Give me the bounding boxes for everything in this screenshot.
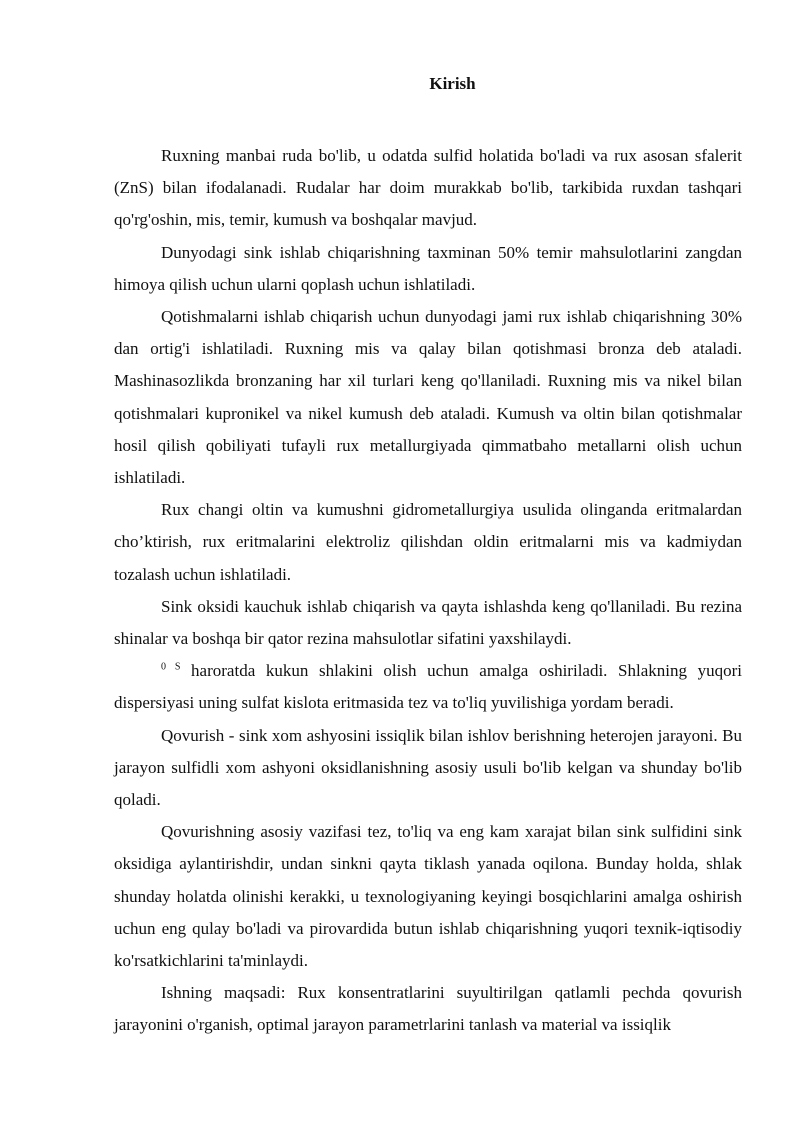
paragraph-4: Rux changi oltin va kumushni gidrometallurgiya usulida olinganda eritmalardan cho’ktirish, rux eritmalarini elektroliz qilishdan oldin eritmalarni mis va kadmiydan tozalash uchun ishlatiladi. — [114, 500, 742, 584]
paragraph-2: Dunyodagi sink ishlab chiqarishning taxminan 50% temir mahsulotlarini zangdan himoya qilish uchun ularni qoplash uchun ishlatiladi. — [114, 242, 742, 294]
paragraph-6-text: haroratda kukun shlakini olish uchun amalga oshiriladi. Shlakning yuqori dispersiyasi uning sulfat kislota eritmasida tez va to'liq yuvilishiga yordam beradi. — [114, 661, 743, 713]
paragraph-8: Qovurishning asosiy vazifasi tez, to'liq va eng kam xarajat bilan sink sulfidini sink oksidiga aylantirishdir, undan sinkni qayta tiklash yanada oqilona. Bunday holda, shlak shunday holatda olinishi kerakki, u texnologiyaning keyingi bosqichlarini amalga oshirish uchun eng qulay bo'ladi va pirovardida butun ishlab chiqarishning yuqori texnik-iqtisodiy ko'rsatkichlarini ta'minlaydi. — [114, 822, 742, 971]
document-body — [114, 140, 742, 1042]
paragraph-3: Qotishmalarni ishlab chiqarish uchun dunyodagi jami rux ishlab chiqarishning 30% dan ortig'i ishlatiladi. Ruxning mis va qalay bilan qotishmasi bronza deb ataladi. Mashinasozlikda bronzaning har xil turlari keng qo'llaniladi. Ruxning mis va nikel bilan qotishmalari kupronikel va nikel kumush deb ataladi. Kumush va oltin bilan qotishmalar hosil qilish qobiliyati tufayli rux metallurgiyada qimmatbaho metallarni olish uchun ishlatiladi. — [114, 307, 742, 488]
page-title: Kirish — [429, 74, 476, 93]
paragraph-5: Sink oksidi kauchuk ishlab chiqarish va qayta ishlashda keng qo'llaniladi. Bu rezina shinalar va boshqa bir qator rezina mahsulotlar sifatini yaxshilaydi. — [114, 596, 742, 649]
paragraph-7: Qovurish - sink xom ashyosini issiqlik bilan ishlov berishning heterojen jarayoni. Bu jarayon sulfidli xom ashyoni oksidlanishning asosiy usuli bo'lib kelgan va shunday bo'lib qoladi. — [114, 725, 742, 810]
paragraph-1: Ruxning manbai ruda bo'lib, u odatda sulfid holatida bo'ladi va rux asosan sfalerit (ZnS) bilan ifodalanadi. Rudalar har doim murakkab bo'lib, tarkibida ruxdan tashqari qo'rg'oshin, mis, temir, kumush va boshqalar mavjud. — [114, 146, 742, 230]
paragraph-6 — [114, 655, 742, 719]
paragraph-9: Ishning maqsadi: Rux konsentratlarini suyultirilgan qatlamli pechda qovurish jarayonini o'rganish, optimal jarayon parametrlarini tanlash va material va issiqlik — [114, 983, 742, 1035]
superscript-fragment: 0 S — [161, 661, 181, 673]
